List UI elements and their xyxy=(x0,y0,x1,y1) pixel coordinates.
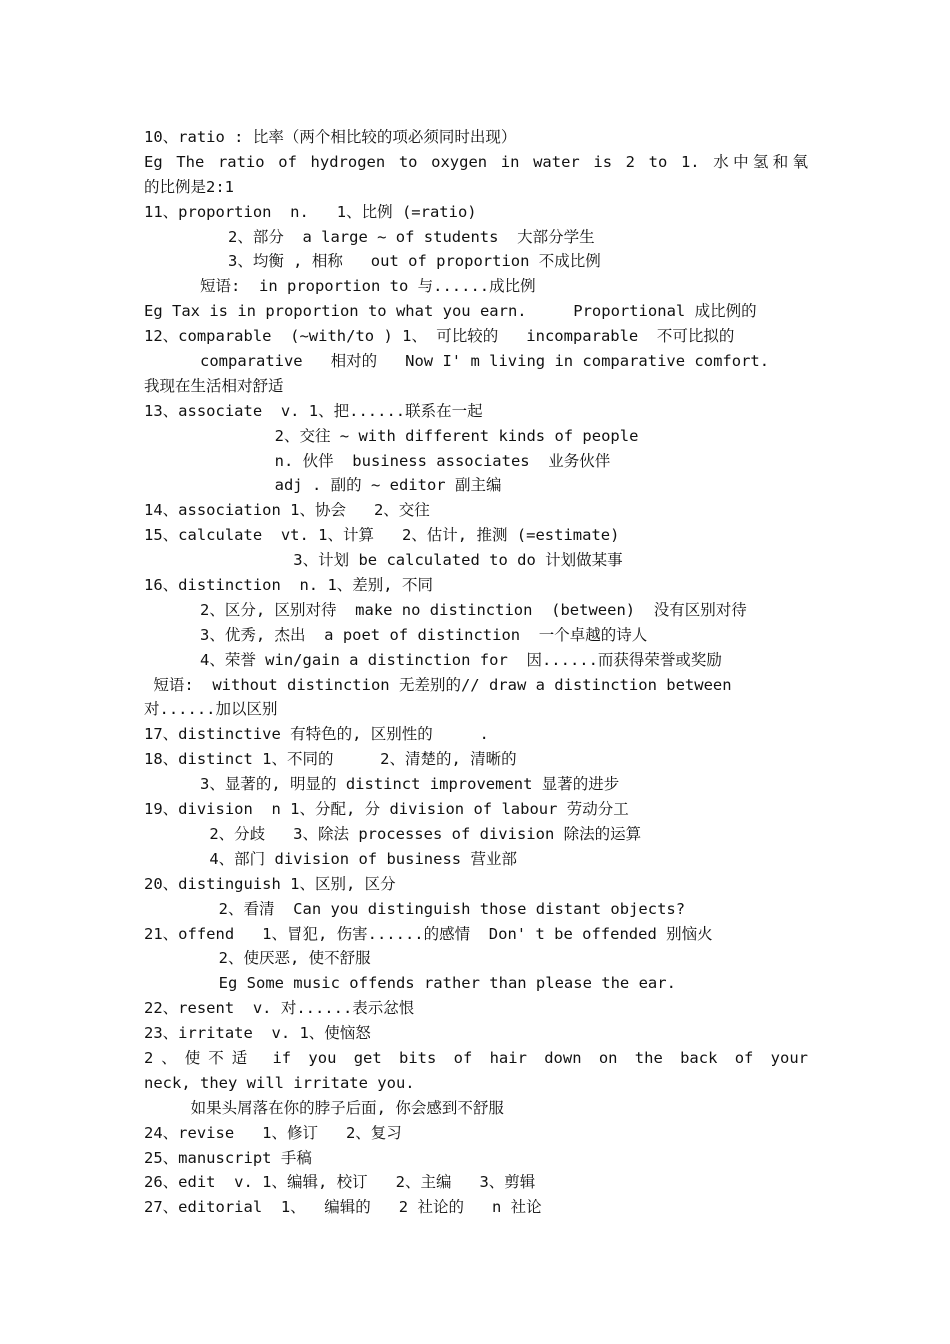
text-line: 2、使厌恶, 使不舒服 xyxy=(144,949,371,968)
text-line: adj . 副的 ~ editor 副主编 xyxy=(144,476,502,495)
text-line: 的比例是2:1 xyxy=(144,177,234,196)
text-line: 短语: without distinction 无差别的// draw a distinction between xyxy=(144,675,732,694)
text-line: neck, they will irritate you. xyxy=(144,1073,415,1092)
text-line: 14、association 1、协会 2、交往 xyxy=(144,501,430,520)
text-line: 18、distinct 1、不同的 2、清楚的, 清晰的 xyxy=(144,750,517,769)
text-line: Eg Some music offends rather than please the ear. xyxy=(144,974,676,993)
text-line: 2、部分 a large ~ of students 大部分学生 xyxy=(144,227,595,246)
text-line: 4、荣誉 win/gain a distinction for 因......而获得荣誉或奖励 xyxy=(144,650,722,669)
text-line: Eg Tax is in proportion to what you earn. Proportional 成比例的 xyxy=(144,302,757,321)
text-line: 2、使不适 if you get bits of hair down on the back of your xyxy=(144,1048,808,1067)
text-line: 3、均衡 , 相称 out of proportion 不成比例 xyxy=(144,252,601,271)
text-line: 2、交往 ~ with different kinds of people xyxy=(144,426,639,445)
text-line: 25、manuscript 手稿 xyxy=(144,1148,312,1167)
text-line: n. 伙伴 business associates 业务伙伴 xyxy=(144,451,611,470)
text-line: 12、comparable (~with/to ) 1、 可比较的 incomparable 不可比拟的 xyxy=(144,327,735,346)
text-line: 22、resent v. 对......表示忿恨 xyxy=(144,999,415,1018)
text-line: 2、区分, 区别对待 make no distinction (between) 没有区别对待 xyxy=(144,600,747,619)
text-line: 24、revise 1、修订 2、复习 xyxy=(144,1123,402,1142)
text-line: 短语: in proportion to 与......成比例 xyxy=(144,277,536,296)
text-line: 2、分歧 3、除法 processes of division 除法的运算 xyxy=(144,824,642,843)
text-line: 15、calculate vt. 1、计算 2、估计, 推测 (=estimate) xyxy=(144,526,620,545)
text-line: 如果头屑落在你的脖子后面, 你会感到不舒服 xyxy=(144,1098,504,1117)
vocabulary-notes xyxy=(144,125,808,1220)
text-line: 3、显著的, 明显的 distinct improvement 显著的进步 xyxy=(144,775,620,794)
text-line: 2、看清 Can you distinguish those distant objects? xyxy=(144,899,686,918)
text-line: 16、distinction n. 1、差别, 不同 xyxy=(144,576,433,595)
text-line: 3、优秀, 杰出 a poet of distinction 一个卓越的诗人 xyxy=(144,625,648,644)
text-line: 10、ratio : 比率（两个相比较的项必须同时出现） xyxy=(144,128,517,146)
text-line: 19、division n 1、分配, 分 division of labour 劳动分工 xyxy=(144,800,629,819)
text-line: comparative 相对的 Now I' m living in comparative comfort. xyxy=(144,352,770,371)
text-line: 21、offend 1、冒犯, 伤害......的感情 Don' t be offended 别恼火 xyxy=(144,924,713,943)
text-line: 我现在生活相对舒适 xyxy=(144,376,284,395)
text-line: 20、distinguish 1、区别, 区分 xyxy=(144,874,396,893)
text-line: Eg The ratio of hydrogen to oxygen in water is 2 to 1. 水中氢和氧 xyxy=(144,152,808,171)
text-line: 对......加以区别 xyxy=(144,700,278,719)
text-line: 11、proportion n. 1、比例 (=ratio) xyxy=(144,202,477,221)
text-line: 23、irritate v. 1、使恼怒 xyxy=(144,1024,371,1043)
text-line: 27、editorial 1、 编辑的 2 社论的 n 社论 xyxy=(144,1198,542,1217)
text-line: 17、distinctive 有特色的, 区别性的 . xyxy=(144,725,489,744)
text-line: 3、计划 be calculated to do 计划做某事 xyxy=(144,551,623,570)
text-line: 13、associate v. 1、把......联系在一起 xyxy=(144,401,483,420)
text-line: 26、edit v. 1、编辑, 校订 2、主编 3、剪辑 xyxy=(144,1173,536,1192)
text-line: 4、部门 division of business 营业部 xyxy=(144,849,517,868)
